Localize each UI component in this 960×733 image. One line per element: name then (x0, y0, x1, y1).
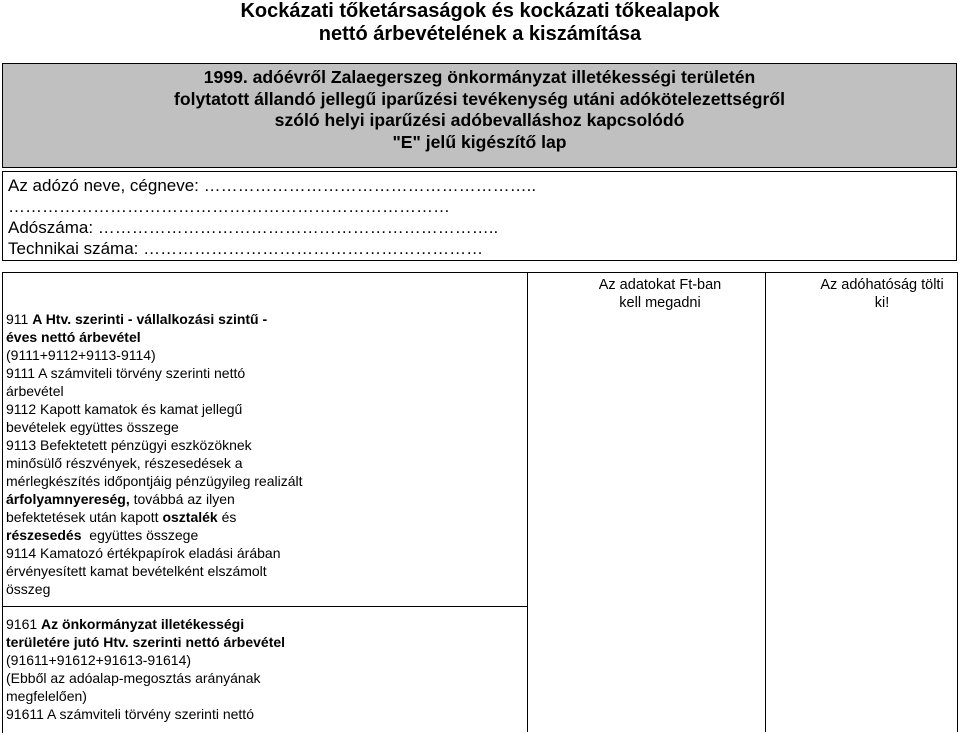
row-911-bold-c: éves nettó árbevétel (6, 329, 141, 345)
authority-cell-911 (766, 310, 956, 606)
row-9161-line-1 (6, 615, 288, 633)
header-line-3: szóló helyi iparűzési adóbevalláshoz kapcsolódó (274, 110, 685, 130)
row-9113-line-c: mérlegkészítés időpontjáig pénzügyileg realizált (6, 473, 303, 489)
amount-input-cell-9161[interactable] (528, 607, 764, 725)
column-divider-3 (957, 272, 958, 732)
row-9113-f-rest: együttes összege (81, 527, 199, 543)
row-9114-line-c: összeg (6, 581, 51, 597)
row-9161-description (6, 615, 288, 723)
row-9111-line-b: árbevétel (6, 383, 64, 399)
row-9112-line-a: 9112 Kapott kamatok és kamat jellegű (6, 401, 243, 417)
row-911-formula: (9111+9112+9113-9114) (6, 347, 156, 363)
row-911-code: 911 (6, 311, 29, 327)
row-9113-d-bold: árfolyamnyereség, (6, 491, 130, 507)
row-911-description (6, 310, 303, 598)
row-9161-bold-c: szerinti nettó árbevétel (132, 634, 286, 650)
row-9113-line-a: 9113 Befektetett pénzügyi eszközöknek (6, 437, 252, 453)
column-header-amount: Az adatokat Ft-ban kell megadni (598, 277, 722, 311)
tax-number-field[interactable]: Adószáma: …………………………………………………………….. (8, 218, 499, 237)
row-9161-line-2 (6, 633, 288, 651)
row-9161-note-a: (Ebből az adóalap-megosztás arányának (6, 670, 261, 686)
row-9113-line-e (6, 508, 288, 526)
row-9113-e-post: és (217, 509, 237, 525)
column-header-authority: Az adóhatóság tölti ki! (820, 277, 944, 311)
amount-input-cell-911[interactable] (528, 310, 764, 606)
row-9113-line-d (6, 490, 288, 508)
row-9114-line-b: érvényesített kamat bevételként elszámolt (6, 563, 267, 579)
row-9113-line-f (6, 526, 288, 544)
row-9113-e-bold: osztalék (162, 509, 218, 525)
row-9161-bold-b: területére jutó Htv. (6, 634, 129, 650)
row-911-bold-b: szerinti - vállalkozási szintű - (75, 311, 268, 327)
row-9114-line-a: 9114 Kamatozó értékpapírok eladási árában (6, 545, 281, 561)
taxpayer-name-continuation[interactable]: …………………………………………………………………… (8, 197, 450, 216)
header-line-4: "E" jelű kigészítő lap (392, 131, 567, 152)
row-9113-d-rest: továbbá az ilyen (129, 491, 235, 507)
row-9113-e-pre: befektetések után kapott (6, 509, 163, 525)
title-line-2: nettó árbevételének a kiszámítása (318, 23, 642, 45)
row-9161-note-b: megfelelően) (6, 688, 87, 704)
row-911-bold-a: A Htv. (32, 311, 72, 327)
row-911-line-1 (6, 310, 288, 328)
row-9161-code: 9161 (6, 616, 38, 632)
title-line-1: Kockázati tőketársaságok és kockázati tőkealapok (240, 0, 720, 22)
technical-number-field[interactable]: Technikai száma: …………………………………………………… (8, 239, 484, 258)
row-separator (2, 606, 527, 607)
row-91611-line: 91611 A számviteli törvény szerinti nettó (6, 706, 254, 722)
table-top-border (2, 272, 958, 273)
row-9111-line-a: 9111 A számviteli törvény szerinti nettó (6, 365, 246, 381)
form-header-box (2, 63, 957, 168)
row-9161-bold-a: Az önkormányzat illetékességi (41, 616, 245, 632)
taxpayer-name-field[interactable]: Az adózó neve, cégneve: ………………………………………………….. (8, 176, 537, 195)
row-9161-formula: (91611+91612+91613-91614) (6, 652, 192, 668)
header-line-1: 1999. adóévről Zalaegerszeg önkormányzat illetékességi területén (203, 67, 756, 87)
row-9113-f-bold: részesedés (6, 527, 82, 543)
taxpayer-box (2, 171, 957, 261)
header-line-2: folytatott állandó jellegű iparűzési tevékenység utáni adókötelezettségről (173, 88, 786, 109)
row-9113-line-b: minősülő részvények, részesedések a (6, 455, 243, 471)
document-title (0, 0, 960, 46)
row-9112-line-b: bevételek együttes összege (6, 419, 179, 435)
